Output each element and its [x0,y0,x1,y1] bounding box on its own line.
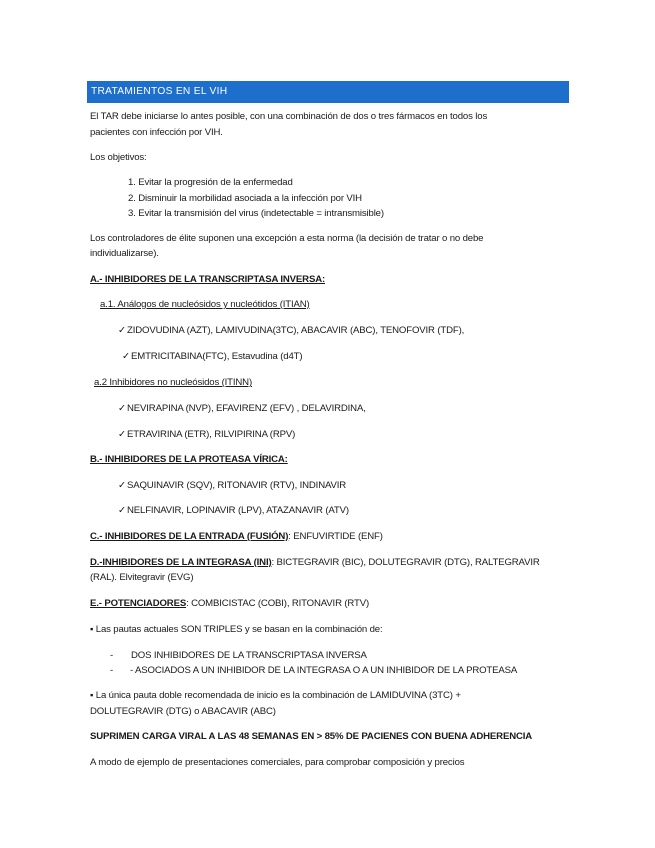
section-d-line-2: (RAL). Elvitegravir (EVG) [90,572,194,583]
section-e-title: E.- POTENCIADORES [90,598,187,609]
double-note-line-1: ▪ La única pauta doble recomendada de inicio es la combinación de LAMIDUVINA (3TC) + [90,690,461,701]
intro-line-2: pacientes con infección por VIH. [90,127,223,138]
section-a-title: A.- INHIBIDORES DE LA TRANSCRIPTASA INVERSA: [90,274,326,285]
section-a-sub2: a.2 Inhibidores no nucleósidos (ITINN) [94,377,253,388]
section-a-sub1-item-1 [118,325,464,337]
objective-item-3: 3. Evitar la transmisión del virus (indetectable = intransmisible) [128,208,384,219]
section-b-item-2 [118,505,349,517]
section-c-title: C.- INHIBIDORES DE LA ENTRADA (FUSIÓN) [90,531,289,542]
section-c-line [90,531,383,543]
check-icon: ✓ [118,480,126,491]
section-b-item-1 [118,480,346,492]
check-icon: ✓ [118,403,126,414]
drug-list: SAQUINAVIR (SQV), RITONAVIR (RTV), INDINAVIR [127,480,347,491]
elite-note-line-2: individualizarse). [90,248,159,259]
objective-item-1: 1. Evitar la progresión de la enfermedad [128,177,293,188]
dash-marker: - [110,650,114,661]
section-e-line [90,598,369,610]
drug-list: ETRAVIRINA (ETR), RILVIPIRINA (RPV) [127,429,296,440]
triple-note: ▪ Las pautas actuales SON TRIPLES y se basan en la combinación de: [90,624,383,635]
viral-load-statement: SUPRIMEN CARGA VIRAL A LAS 48 SEMANAS EN > 85% DE PACIENES CON BUENA ADHERENCIA [90,731,533,742]
elite-note-line-1: Los controladores de élite suponen una excepción a esta norma (la decisión de tratar o no debe [90,233,484,244]
section-a-sub2-item-1 [118,403,366,415]
double-note-line-2: DOLUTEGRAVIR (DTG) o ABACAVIR (ABC) [90,706,276,717]
check-icon: ✓ [118,325,126,336]
closing-text: A modo de ejemplo de presentaciones comerciales, para comprobar composición y precios [90,757,465,768]
check-icon: ✓ [118,505,126,516]
section-a-sub1-item-2 [122,351,302,363]
section-a-sub1: a.1. Análogos de nucleósidos y nucleótidos (ITIAN) [100,299,310,310]
section-d-rest: : BICTEGRAVIR (BIC), DOLUTEGRAVIR (DTG), RALTEGRAVIR [271,557,540,568]
triple-item-2: - ASOCIADOS A UN INHIBIDOR DE LA INTEGRASA O A UN INHIBIDOR DE LA PROTEASA [130,665,518,676]
section-b-title: B.- INHIBIDORES DE LA PROTEASA VÍRICA: [90,454,288,465]
check-icon: ✓ [122,351,130,362]
section-c-rest: : ENFUVIRTIDE (ENF) [288,531,383,542]
objectives-label: Los objetivos: [90,152,147,163]
drug-list: NEVIRAPINA (NVP), EFAVIRENZ (EFV) , DELAVIRDINA, [127,403,366,414]
section-e-rest: : COMBICISTAC (COBI), RITONAVIR (RTV) [186,598,370,609]
drug-list: EMTRICITABINA(FTC), Estavudina (d4T) [131,351,303,362]
section-a-sub2-item-2 [118,429,295,441]
objective-item-2: 2. Disminuir la morbilidad asociada a la infección por VIH [128,193,362,204]
dash-marker: - [110,665,114,676]
section-title: TRATAMIENTOS EN EL VIH [87,81,569,103]
check-icon: ✓ [118,429,126,440]
section-d-title: D.-INHIBIDORES DE LA INTEGRASA (INI) [90,557,272,568]
intro-line-1: El TAR debe iniciarse lo antes posible, con una combinación de dos o tres fármacos en todos los [90,111,488,122]
section-d-line-1 [90,557,540,569]
drug-list: ZIDOVUDINA (AZT), LAMIVUDINA(3TC), ABACAVIR (ABC), TENOFOVIR (TDF), [127,325,465,336]
drug-list: NELFINAVIR, LOPINAVIR (LPV), ATAZANAVIR (ATV) [127,505,349,516]
triple-item-1: DOS INHIBIDORES DE LA TRANSCRIPTASA INVERSA [131,650,367,661]
